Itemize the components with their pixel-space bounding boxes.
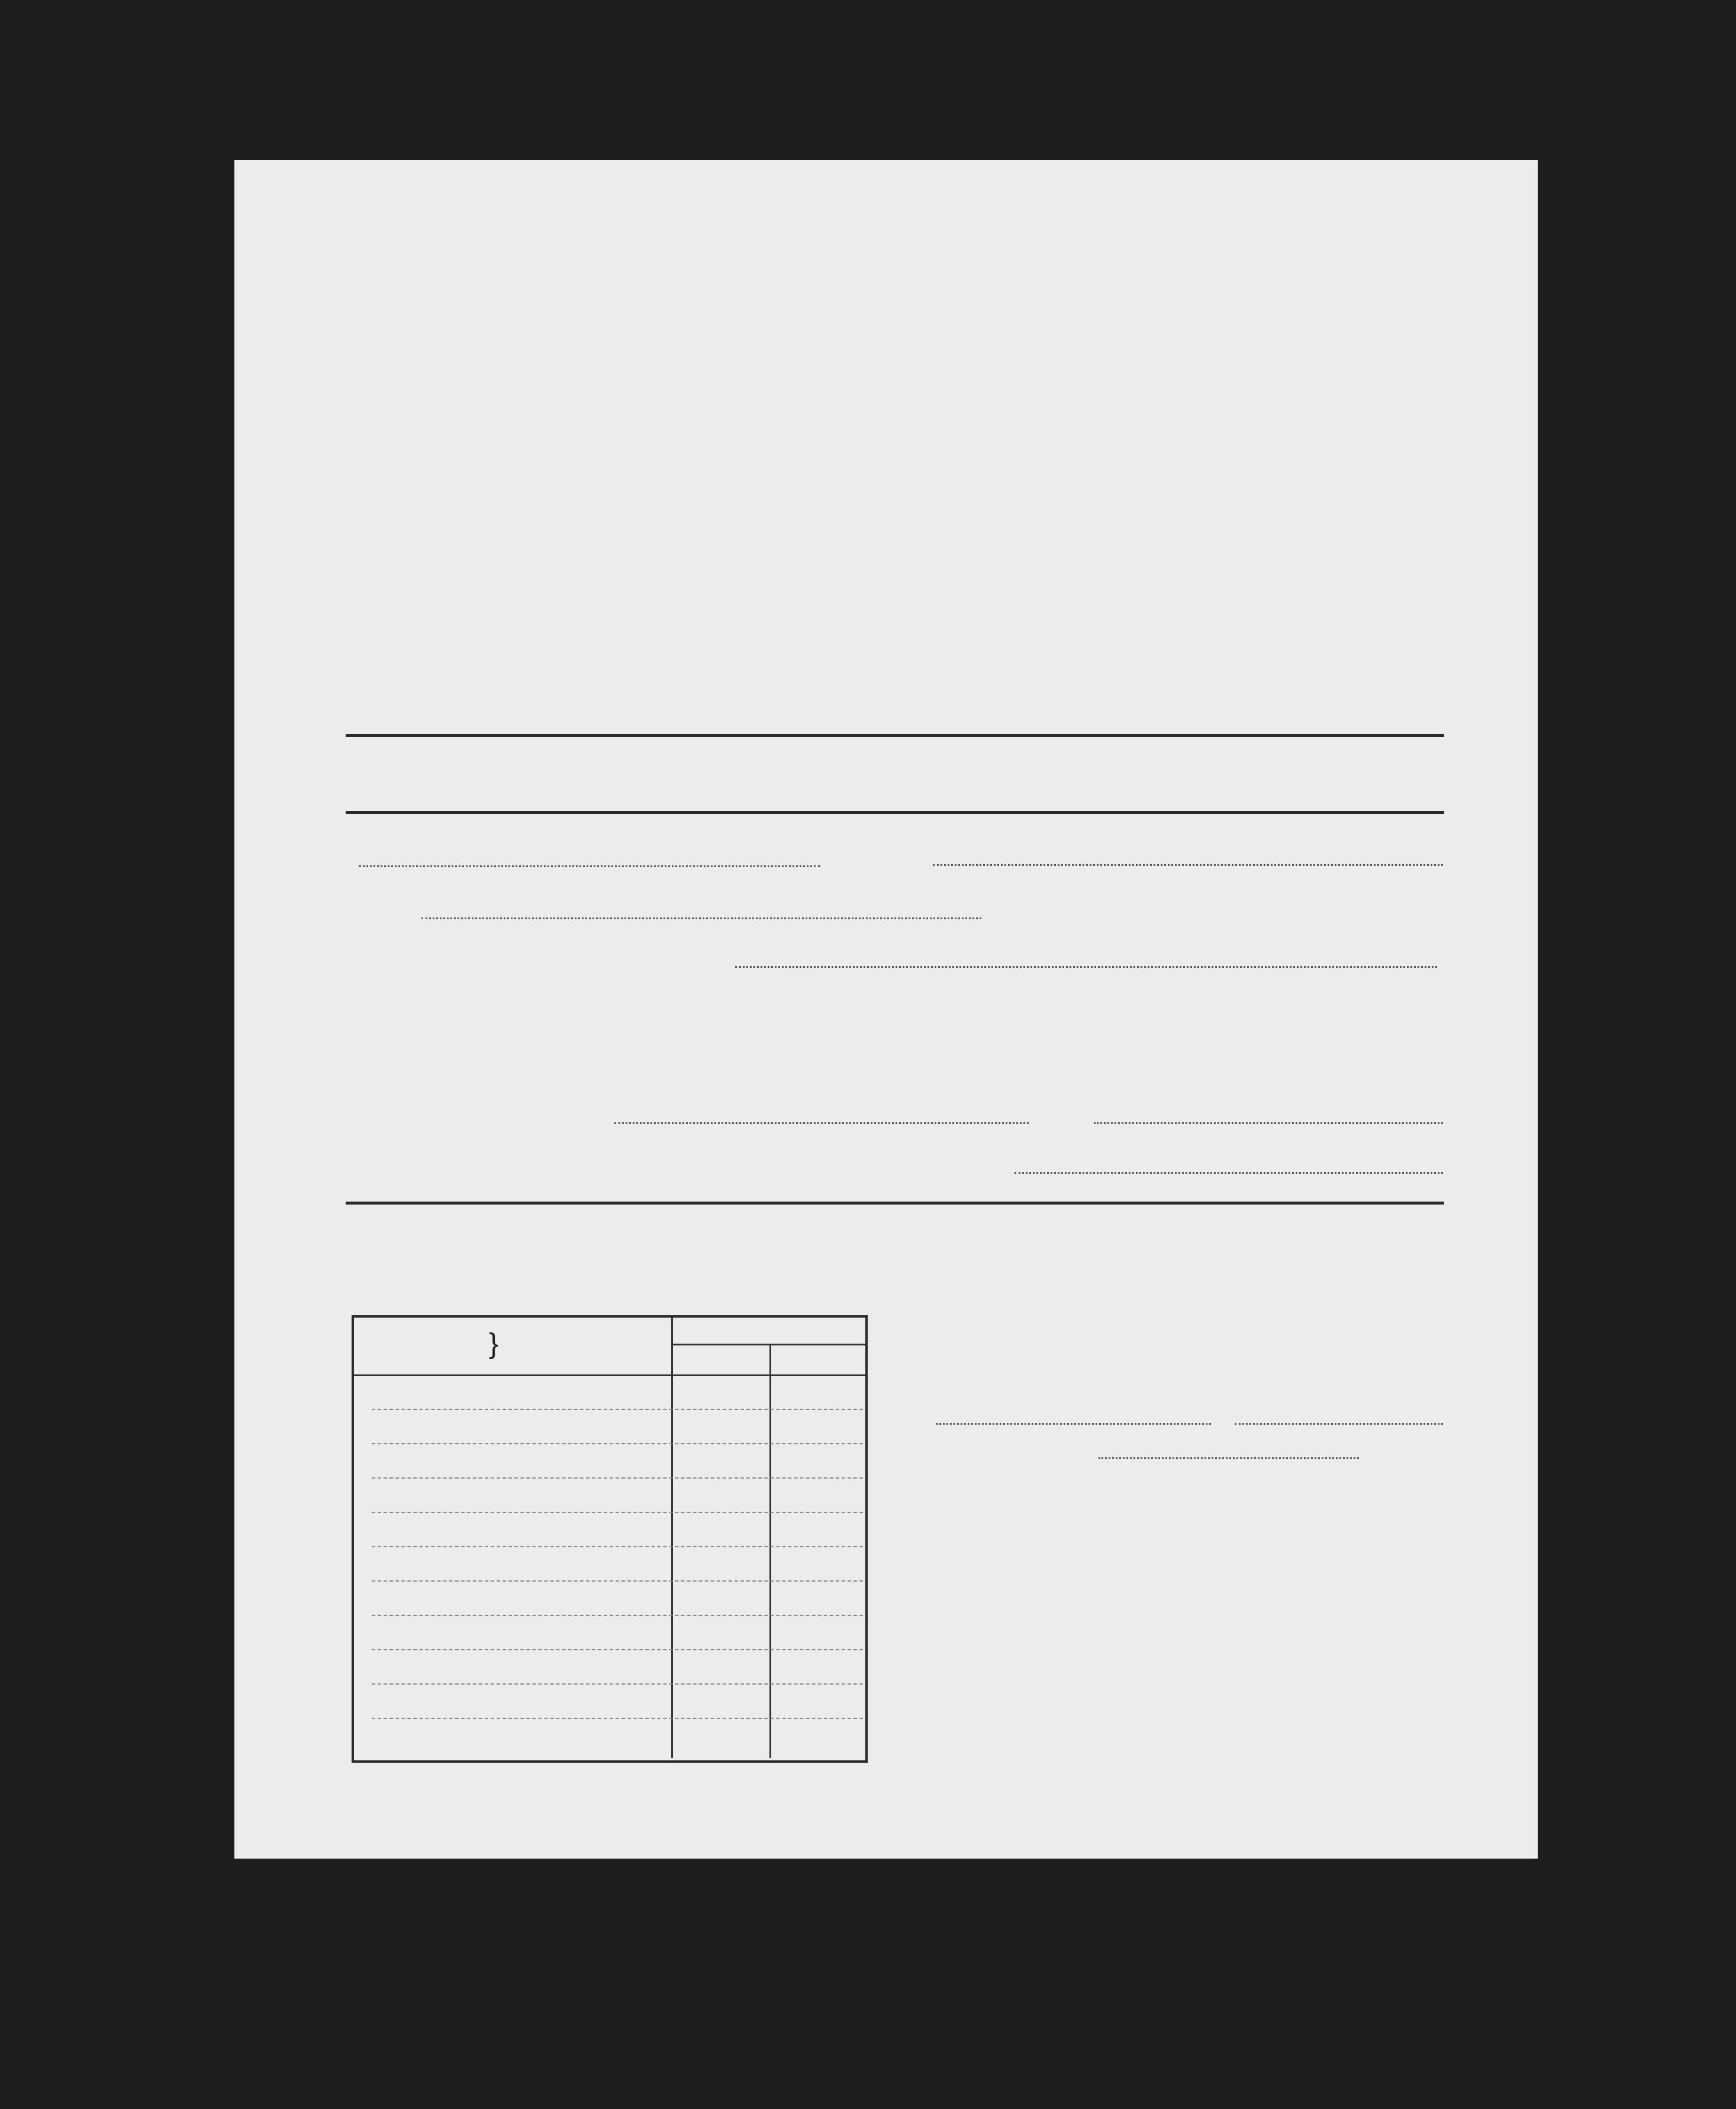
table-row: [372, 1443, 863, 1444]
deputy-signature-line: [1099, 1457, 1359, 1459]
table-row: [372, 1615, 863, 1616]
divider: [346, 1202, 1444, 1205]
table-row: [372, 1477, 863, 1479]
header-rule: [354, 1374, 865, 1376]
column-divider: [671, 1318, 673, 1758]
officer-line: [1014, 1172, 1443, 1174]
divider: [346, 811, 1444, 814]
table-row: [372, 1718, 863, 1719]
table-row: [372, 1580, 863, 1582]
certification-date-line: [1235, 1423, 1443, 1425]
table-row: [372, 1512, 863, 1513]
divider: [346, 734, 1444, 737]
brace: }: [489, 1328, 499, 1360]
header-divider: [671, 1344, 865, 1345]
table-row: [372, 1683, 863, 1685]
customhouse-line: [936, 1423, 1211, 1425]
subscribed-place-line: [614, 1122, 1029, 1124]
master-name-line: [359, 865, 820, 867]
vessel-line: [933, 864, 1443, 866]
bound-for-line: [421, 917, 981, 919]
summary-table: [352, 1315, 868, 1763]
column-divider: [769, 1344, 771, 1758]
table-row: [372, 1409, 863, 1410]
subscribed-date-line: [1094, 1122, 1443, 1124]
port-line: [735, 966, 1437, 968]
table-row: [372, 1546, 863, 1547]
document-page: [234, 160, 1538, 1859]
table-row: [372, 1649, 863, 1650]
